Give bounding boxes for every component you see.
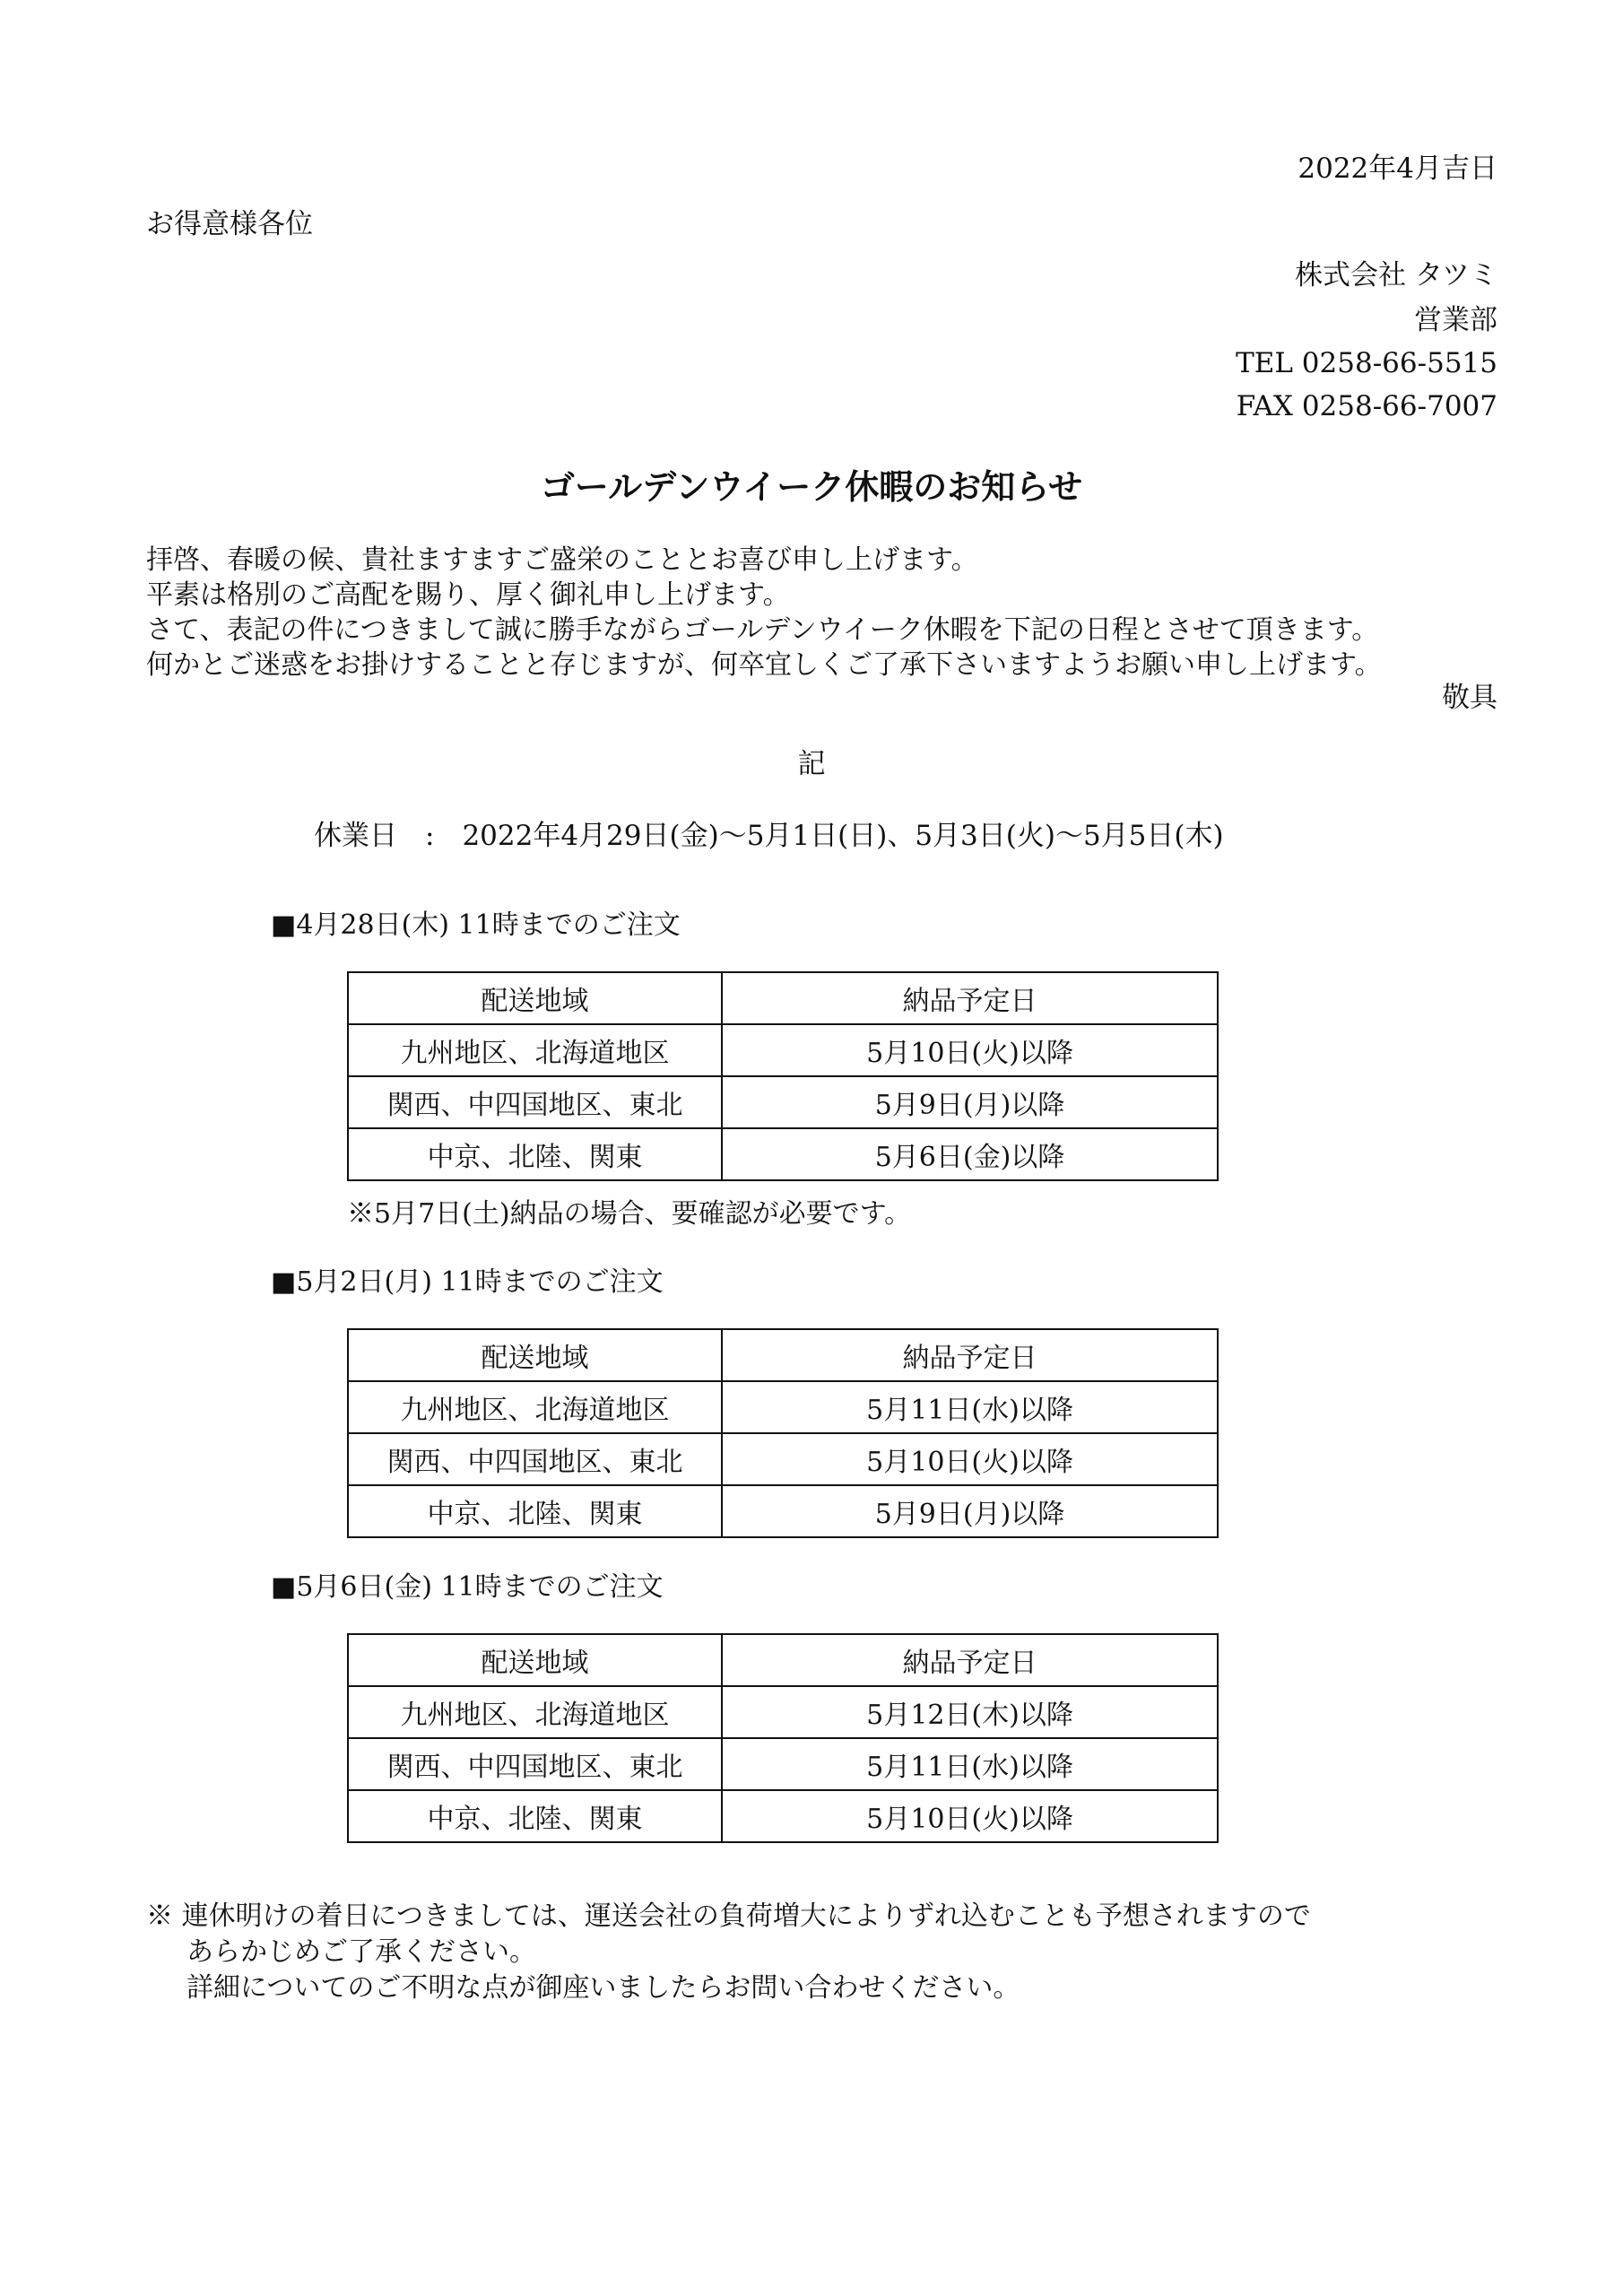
region-cell: 関西、中四国地区、東北 <box>348 1076 722 1128</box>
ki-heading: 記 <box>797 748 826 780</box>
delivery-date-cell: 5月12日(木)以降 <box>722 1686 1218 1738</box>
header-cell: 納品予定日 <box>722 1634 1218 1686</box>
closing: 敬具 <box>1442 682 1497 714</box>
delivery-table <box>347 1633 1219 1843</box>
region-cell: 関西、中四国地区、東北 <box>348 1738 722 1790</box>
body-line: 平素は格別のご高配を賜り、厚く御礼申し上げます。 <box>146 579 790 611</box>
recipient: お得意様各位 <box>146 208 313 240</box>
body-text <box>146 543 1382 683</box>
region-cell: 九州地区、北海道地区 <box>348 1686 722 1738</box>
header-cell: 配送地域 <box>348 1634 722 1686</box>
issue-date: 2022年4月吉日 <box>1298 152 1497 185</box>
table-header-row <box>348 1634 1218 1686</box>
region-cell: 九州地区、北海道地区 <box>348 1024 722 1076</box>
header-cell: 配送地域 <box>348 972 722 1024</box>
delivery-date-cell: 5月11日(水)以降 <box>722 1381 1218 1433</box>
region-cell: 九州地区、北海道地区 <box>348 1381 722 1433</box>
body-line: さて、表記の件につきまして誠に勝手ながらゴールデンウイーク休暇を下記の日程とさせて頂きます。 <box>146 614 1379 646</box>
delivery-date-cell: 5月9日(月)以降 <box>722 1076 1218 1128</box>
notice-title: ゴールデンウイーク休暇のお知らせ <box>540 466 1083 507</box>
delivery-table <box>347 971 1219 1181</box>
section-heading: ■4月28日(木) 11時までのご注文 <box>271 909 681 941</box>
body-line: 拝啓、春暖の候、貴社ますますご盛栄のこととお喜び申し上げます。 <box>146 544 978 576</box>
table-row <box>348 1076 1218 1128</box>
header-cell: 納品予定日 <box>722 1329 1218 1381</box>
header-cell: 納品予定日 <box>722 972 1218 1024</box>
footer-note: 詳細についてのご不明な点が御座いましたらお問い合わせください。 <box>187 1972 1020 2004</box>
region-cell: 中京、北陸、関東 <box>348 1128 722 1180</box>
section-heading: ■5月6日(金) 11時までのご注文 <box>271 1571 664 1603</box>
table-row <box>348 1024 1218 1076</box>
section-note: ※5月7日(土)納品の場合、要確認が必要です。 <box>347 1198 912 1230</box>
table-row <box>348 1433 1218 1485</box>
delivery-date-cell: 5月10日(火)以降 <box>722 1024 1218 1076</box>
delivery-date-cell: 5月6日(金)以降 <box>722 1128 1218 1180</box>
body-line: 何かとご迷惑をお掛けすることと存じますが、何卒宜しくご了承下さいますようお願い申し上げます。 <box>146 649 1382 681</box>
sender-tel: TEL 0258-66-5515 <box>1236 347 1497 379</box>
region-cell: 中京、北陸、関東 <box>348 1790 722 1842</box>
table-row <box>348 1485 1218 1537</box>
region-cell: 関西、中四国地区、東北 <box>348 1433 722 1485</box>
sender-company: 株式会社 タツミ <box>1295 259 1497 291</box>
region-cell: 中京、北陸、関東 <box>348 1485 722 1537</box>
delivery-table <box>347 1328 1219 1538</box>
table-header-row <box>348 972 1218 1024</box>
table-row <box>348 1128 1218 1180</box>
section-heading: ■5月2日(月) 11時までのご注文 <box>271 1266 664 1298</box>
holiday-line: 休業日 : 2022年4月29日(金)～5月1日(日)、5月3日(火)～5月5日(木) <box>314 820 1224 852</box>
header-cell: 配送地域 <box>348 1329 722 1381</box>
table-row <box>348 1790 1218 1842</box>
footer-note: ※ 連休明けの着日につきましては、運送会社の負荷増大によりずれ込むことも予想されますので <box>146 1900 1311 1932</box>
table-header-row <box>348 1329 1218 1381</box>
sender-department: 営業部 <box>1414 304 1497 336</box>
sender-fax: FAX 0258-66-7007 <box>1236 390 1497 422</box>
footer-note: あらかじめご了承ください。 <box>187 1936 536 1968</box>
delivery-date-cell: 5月10日(火)以降 <box>722 1790 1218 1842</box>
delivery-date-cell: 5月10日(火)以降 <box>722 1433 1218 1485</box>
delivery-date-cell: 5月9日(月)以降 <box>722 1485 1218 1537</box>
table-row <box>348 1381 1218 1433</box>
table-row <box>348 1686 1218 1738</box>
delivery-date-cell: 5月11日(水)以降 <box>722 1738 1218 1790</box>
table-row <box>348 1738 1218 1790</box>
